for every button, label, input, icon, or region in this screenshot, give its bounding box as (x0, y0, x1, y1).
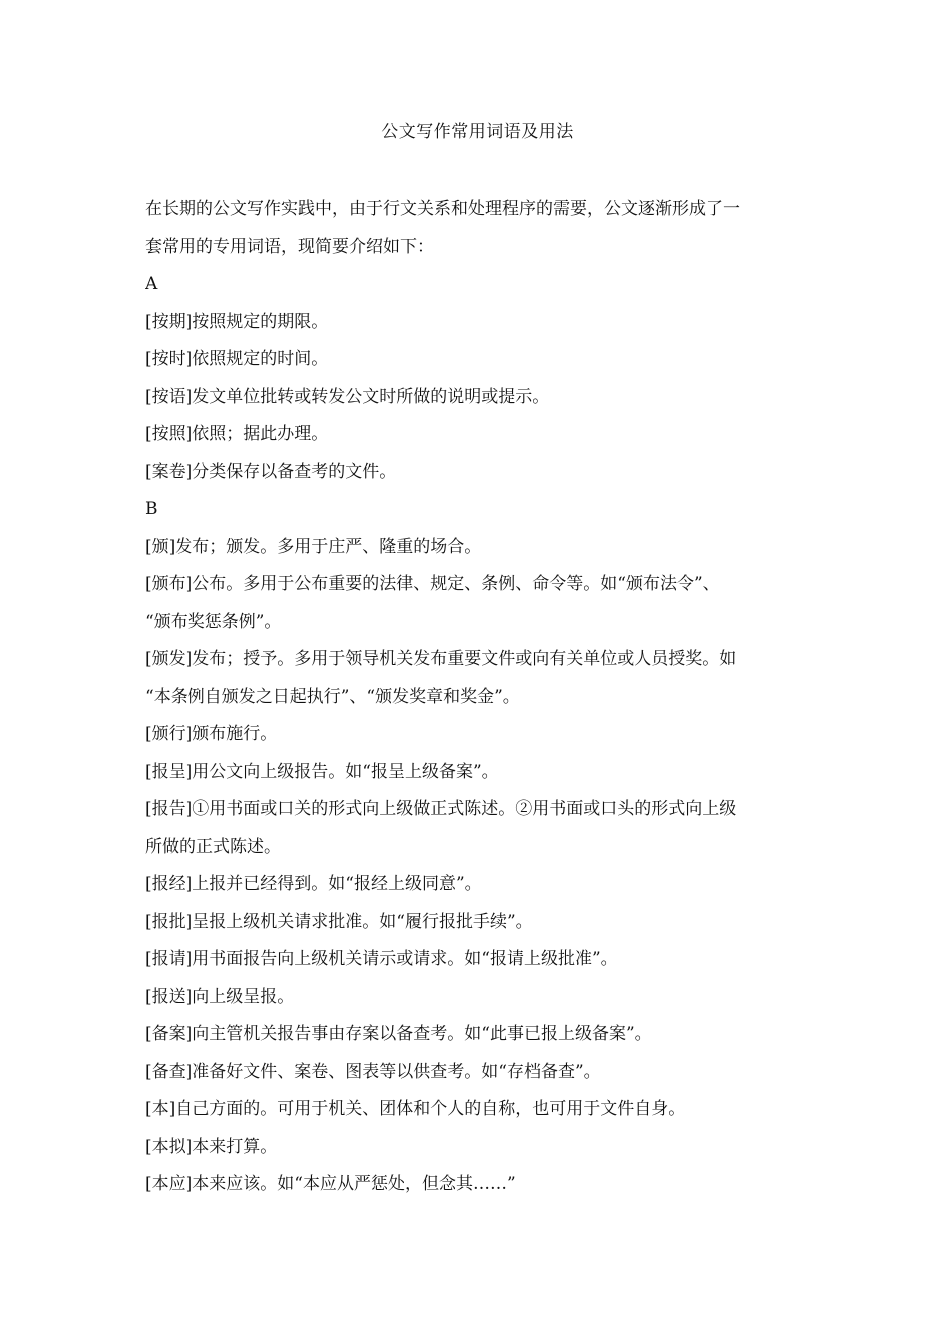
glossary-entry: [按时]依照规定的时间。 (145, 349, 329, 369)
glossary-entry: [报呈]用公文向上级报告。如“报呈上级备案”。 (145, 761, 499, 782)
section-letter: B (145, 499, 158, 519)
glossary-entry-continuation: “颁布奖惩条例”。 (145, 611, 282, 632)
document-title: 公文写作常用词语及用法 (381, 122, 574, 142)
glossary-entry: [颁]发布；颁发。多用于庄严、隆重的场合。 (145, 536, 482, 557)
glossary-entry: [报送]向上级呈报。 (145, 986, 295, 1007)
glossary-entry: [颁行]颁布施行。 (145, 724, 278, 744)
glossary-entry: [本应]本来应该。如“本应从严惩处，但念其……” (145, 1174, 516, 1194)
glossary-entry: [按语]发文单位批转或转发公文时所做的说明或提示。 (145, 386, 550, 407)
document-body (145, 191, 810, 1204)
glossary-entry: [本拟]本来打算。 (145, 1136, 278, 1157)
paragraph-line: 在长期的公文写作实践中，由于行文关系和处理程序的需要，公文逐渐形成了一 (145, 199, 740, 219)
glossary-entry: [报经]上报并已经得到。如“报经上级同意”。 (145, 874, 482, 894)
paragraph-line: 套常用的专用词语，现简要介绍如下： (145, 236, 434, 257)
glossary-entry: [按期]按照规定的期限。 (145, 311, 329, 332)
glossary-entry: [报批]呈报上级机关请求批准。如“履行报批手续”。 (145, 911, 533, 932)
glossary-entry: [颁布]公布。多用于公布重要的法律、规定、条例、命令等。如“颁布法令”、 (145, 574, 720, 594)
glossary-entry: [颁发]发布；授予。多用于领导机关发布重要文件或向有关单位或人员授奖。如 (145, 649, 737, 669)
glossary-entry: [按照]依照；据此办理。 (145, 424, 329, 444)
glossary-entry: [备查]准备好文件、案卷、图表等以供查考。如“存档备查”。 (145, 1061, 601, 1082)
glossary-entry: [报请]用书面报告向上级机关请示或请求。如“报请上级批准”。 (145, 949, 618, 969)
section-letter: A (145, 274, 158, 294)
glossary-entry: [报告]①用书面或口关的形式向上级做正式陈述。②用书面或口头的形式向上级 (145, 799, 737, 819)
glossary-entry: [备案]向主管机关报告事由存案以备查考。如“此事已报上级备案”。 (145, 1024, 652, 1044)
glossary-entry-continuation: “本条例自颁发之日起执行”、“颁发奖章和奖金”。 (145, 686, 520, 707)
glossary-entry: [案卷]分类保存以备查考的文件。 (145, 461, 397, 482)
glossary-entry-continuation: 所做的正式陈述。 (145, 836, 281, 857)
glossary-entry: [本]自己方面的。可用于机关、团体和个人的自称，也可用于文件自身。 (145, 1099, 686, 1119)
